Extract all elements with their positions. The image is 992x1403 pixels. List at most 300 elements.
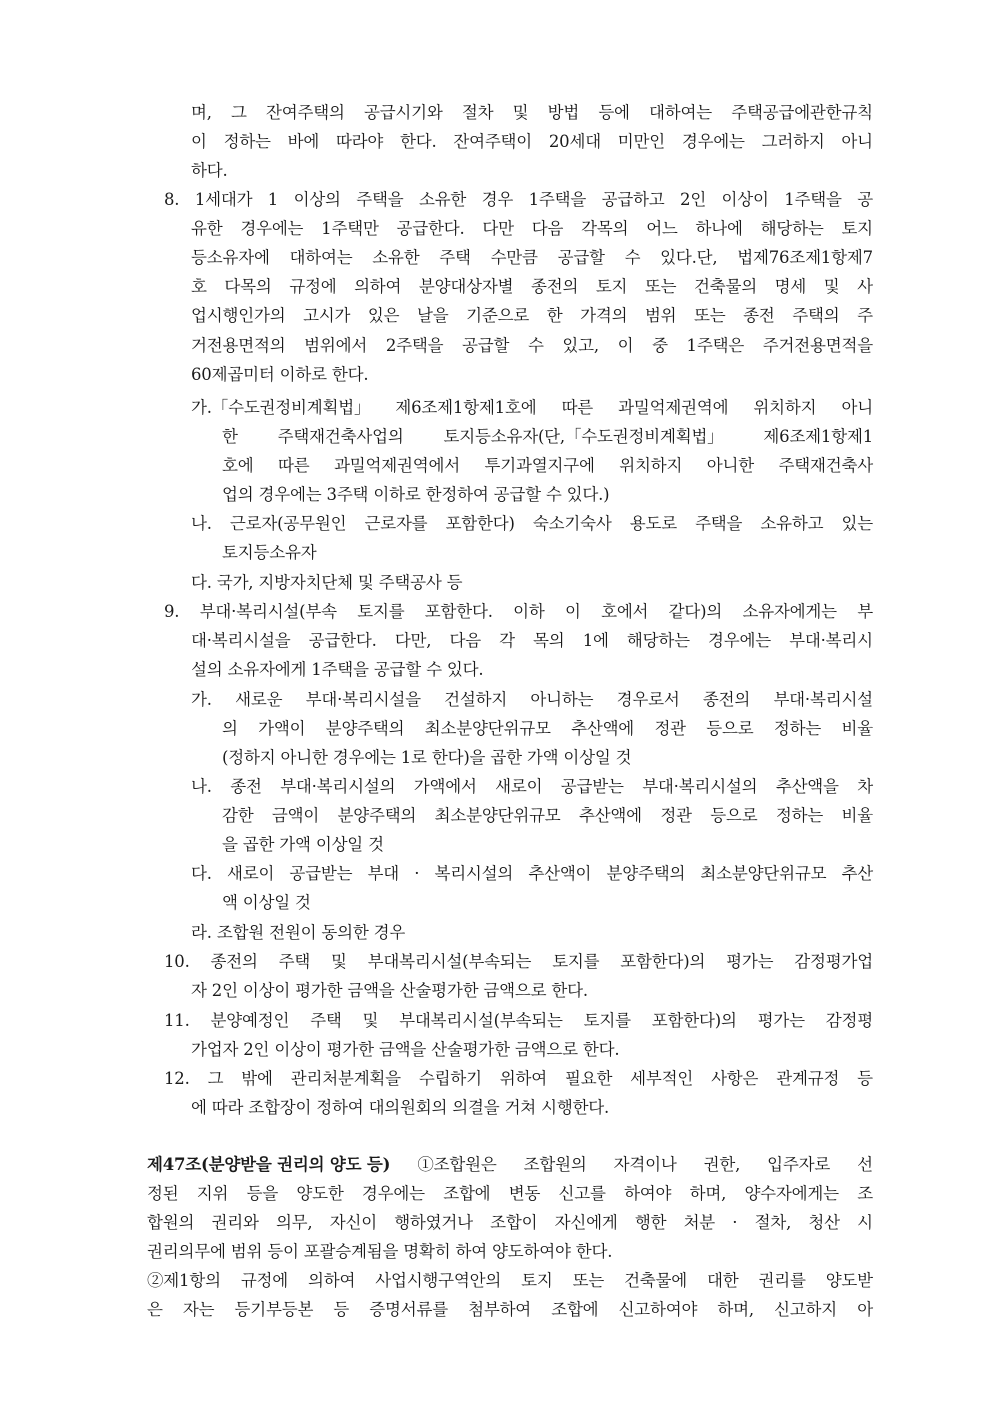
word: 또는 — [644, 277, 677, 296]
word: 1주택을 — [528, 190, 587, 209]
word: 아니 — [841, 398, 873, 417]
word: 고시가 — [303, 306, 351, 325]
word: 추산액을 — [775, 777, 839, 796]
word: 호에서 — [601, 602, 649, 621]
word: 따른 — [278, 456, 310, 475]
word: 행하였거나 — [394, 1213, 473, 1232]
word: 밖에 — [241, 1069, 273, 1088]
word: 조 — [857, 1184, 873, 1203]
word: 자격이나 — [613, 1155, 677, 1174]
text-line — [191, 336, 873, 356]
word: · — [414, 864, 420, 883]
word: 제6조제1항제1호에 — [395, 398, 537, 417]
text-line — [191, 690, 873, 710]
word: 입주자로 — [767, 1155, 831, 1174]
word: 의무, — [275, 1213, 313, 1232]
word: 수 — [624, 248, 641, 267]
word: 목의 — [533, 631, 565, 650]
word: 부대·복리시설(부속 — [199, 602, 337, 621]
word: 해당하는 — [760, 219, 824, 238]
word: 부대복리시설(부속되는 — [367, 952, 532, 971]
word: 의하여 — [354, 277, 402, 296]
word: 한다. — [399, 132, 437, 151]
word: 종전의 — [530, 277, 579, 296]
word: 토지를 — [583, 1011, 631, 1030]
word: 이 — [191, 132, 207, 151]
word: 해당하는 — [626, 631, 690, 650]
text-line — [191, 864, 873, 884]
word: 건축물에 — [624, 1271, 688, 1290]
word: 같다)의 — [668, 602, 723, 621]
word: 경우에는 — [240, 219, 304, 238]
word: 규정에 — [240, 1271, 289, 1290]
word: 가액이 — [258, 719, 306, 738]
word: 경우에는 — [708, 631, 771, 650]
text-line: 라. 조합원 전원이 동의한 경우 — [191, 923, 406, 942]
text-line — [147, 1300, 873, 1320]
word: 권리를 — [758, 1271, 806, 1290]
word: 부대·복리시설의 — [642, 777, 758, 796]
text-line — [191, 248, 873, 268]
word: 1주택은 — [686, 336, 745, 355]
word: 그러하지 — [761, 132, 825, 151]
word: 양도한 — [296, 1184, 344, 1203]
word: ①조합원은 — [417, 1155, 497, 1174]
word: 등으로 — [710, 806, 758, 825]
word: 가.「수도권정비계획법」 — [191, 398, 371, 417]
word: 감정평 — [825, 1011, 873, 1030]
word: 수 — [527, 336, 544, 355]
word: 토지 — [521, 1271, 553, 1290]
word: 법제76조제1항제7 — [737, 248, 873, 267]
word: 포함한다. — [424, 602, 493, 621]
text-line: 60제곱미터 이하로 한다. — [191, 365, 369, 384]
word: 20세대 — [548, 132, 601, 151]
word: 조합이 — [490, 1213, 538, 1232]
word: 종전 — [230, 777, 262, 796]
article-title: 제47조(분양받을 권리의 양도 등) — [147, 1155, 391, 1174]
word: 유한 — [191, 219, 223, 238]
word: 및 — [823, 277, 840, 296]
text-line — [191, 777, 873, 797]
word: 정관 — [660, 806, 692, 825]
word: 공급받는 — [289, 864, 353, 883]
word: 부대·복리시설을 — [305, 690, 421, 709]
word: 주택을 — [356, 190, 404, 209]
word: 바에 — [287, 132, 320, 151]
word: 1주택을 — [784, 190, 842, 209]
word: 잔여주택의 — [266, 103, 345, 122]
word: 며, — [191, 103, 212, 122]
word: 새로이 — [226, 864, 275, 883]
word: 행한 — [634, 1213, 667, 1232]
word: 어느 — [646, 219, 678, 238]
word: 다만 — [482, 219, 514, 238]
word: 정된 — [147, 1184, 179, 1203]
word: 절차 — [461, 103, 494, 122]
word: 거전용면적의 — [191, 336, 286, 355]
text-line: 액 이상일 것 — [222, 893, 311, 912]
word: 한 — [222, 427, 238, 446]
word: 하나에 — [695, 219, 743, 238]
word: 주택을 — [695, 514, 743, 533]
word: 정하는 — [773, 719, 822, 738]
word: 분양주택의 — [606, 864, 686, 883]
word: 종전의 — [210, 952, 258, 971]
word: 경우 — [481, 190, 514, 209]
word: 이 — [564, 602, 581, 621]
word: 방법 — [547, 103, 580, 122]
word: 사 — [857, 277, 873, 296]
word: 다음 — [449, 631, 481, 650]
word: 수만큼 — [490, 248, 538, 267]
text-line — [222, 719, 873, 739]
word: 숙소기숙사 — [532, 514, 612, 533]
word: 경우에는 — [681, 132, 745, 151]
word: 잔여주택이 — [453, 132, 533, 151]
word: 금액이 — [271, 806, 320, 825]
word: 등소유자에 — [191, 248, 270, 267]
text-line: 토지등소유자 — [222, 543, 317, 562]
word: 하며, — [689, 1184, 727, 1203]
word: 용도로 — [629, 514, 677, 533]
word: 기준으로 — [466, 306, 530, 325]
word: 자는 — [182, 1300, 215, 1319]
word: 경우에는 — [361, 1184, 425, 1203]
word: 최소분양단위규모 — [434, 806, 561, 825]
word: 비율 — [841, 806, 873, 825]
word: 추산액에 — [578, 806, 642, 825]
word: 위치하지 — [619, 456, 683, 475]
word: 부대·복리시 — [789, 631, 873, 650]
word: 과밀억제권역에 — [618, 398, 729, 417]
word: 따라야 — [335, 132, 384, 151]
word: 건축물의 — [694, 277, 757, 296]
word: 주택의 — [792, 306, 840, 325]
word: 대·복리시설을 — [191, 631, 291, 650]
word: 합원의 — [147, 1213, 195, 1232]
text-line: 업의 경우에는 3주택 이하로 한정하여 공급할 수 있다.) — [222, 485, 610, 504]
text-line — [164, 1011, 873, 1031]
word: 하여야 — [624, 1184, 672, 1203]
word: 따른 — [561, 398, 594, 417]
word: 대하여는 — [649, 103, 712, 122]
word: 정하는 — [775, 806, 824, 825]
word: 종전 — [743, 306, 775, 325]
word: 공 — [857, 190, 873, 209]
word: 등기부등본 — [234, 1300, 314, 1319]
word: 권리와 — [211, 1213, 259, 1232]
text-line — [191, 132, 873, 152]
word: 부대복리시설(부속되는 — [399, 1011, 563, 1030]
word: 감한 — [222, 806, 254, 825]
word: 의하여 — [308, 1271, 356, 1290]
word: 부대 — [367, 864, 400, 883]
text-line — [164, 190, 873, 210]
word: 있다.단, — [660, 248, 718, 267]
word: 나. — [191, 514, 212, 533]
word: 포함한다) — [445, 514, 515, 533]
word: 가액에서 — [413, 777, 477, 796]
word: 필요한 — [564, 1069, 613, 1088]
word: 평가는 — [726, 952, 774, 971]
text-line — [222, 427, 873, 447]
word: 주택재건축사업의 — [277, 427, 404, 446]
word: 건설하지 — [444, 690, 508, 709]
word: 날을 — [417, 306, 449, 325]
text-line: 설의 소유자에게 1주택을 공급할 수 있다. — [191, 660, 484, 679]
word: 아니하는 — [530, 690, 594, 709]
word: ②제1항의 — [147, 1271, 221, 1290]
word: 다만, — [394, 631, 432, 650]
word: 주택 — [278, 952, 311, 971]
word: 과밀억제권역에서 — [334, 456, 460, 475]
word: 새로운 — [235, 690, 283, 709]
word: 1 — [267, 190, 279, 209]
word: 변동 — [508, 1184, 541, 1203]
word: 신고하지 — [774, 1300, 838, 1319]
text-line: (정하지 아니한 경우에는 1로 한다)을 곱한 가액 이상일 것 — [222, 748, 632, 767]
word: 및 — [512, 103, 529, 122]
text-line — [222, 806, 873, 826]
word: 포함한다)의 — [651, 1011, 737, 1030]
word: 차 — [857, 777, 873, 796]
word: 2주택을 — [385, 336, 444, 355]
word: 공급할 — [557, 248, 605, 267]
text-line — [222, 456, 873, 476]
word: 9. — [164, 602, 180, 621]
word: 조합원의 — [523, 1155, 587, 1174]
word: 토지 — [595, 277, 628, 296]
text-line — [191, 219, 873, 239]
text-line — [147, 1271, 873, 1291]
word: 분양예정인 — [210, 1011, 290, 1030]
text-line — [191, 306, 873, 326]
word: 가. — [191, 690, 212, 709]
word: 토지 — [841, 219, 873, 238]
word: 소유자에게는 — [742, 602, 837, 621]
word: 평가는 — [757, 1011, 805, 1030]
text-line: 하다. — [191, 161, 228, 180]
word: 추산액에 — [571, 719, 635, 738]
word: 범위 — [644, 306, 677, 325]
word: 하며, — [717, 1300, 754, 1319]
word: 증명서류를 — [369, 1300, 448, 1319]
word: 아 — [857, 1300, 873, 1319]
word: 부대·복리시설의 — [280, 777, 396, 796]
word: 주택공급에관한규칙 — [731, 103, 873, 122]
word: 자신이 — [329, 1213, 377, 1232]
text-line — [191, 514, 873, 534]
word: 다. — [191, 864, 212, 883]
word: 추산액이 — [528, 864, 592, 883]
word: 정관 — [654, 719, 686, 738]
word: 이상이 — [721, 190, 769, 209]
text-line — [147, 1213, 873, 1233]
text-line: 가업자 2인 이상이 평가한 금액을 산술평가한 금액으로 한다. — [191, 1040, 620, 1059]
word: 제6조제1항제1 — [763, 427, 873, 446]
text-line: 권리의무에 범위 등이 포괄승계됨을 명확히 하여 양도하여야 한다. — [147, 1242, 613, 1261]
text-line — [164, 1069, 873, 1089]
word: 규정에 — [289, 277, 337, 296]
word: 1에 — [582, 631, 609, 650]
word: 관리처분계획을 — [290, 1069, 401, 1088]
text-line — [147, 1184, 873, 1204]
word: 지위 — [196, 1184, 229, 1203]
word: 소유하고 — [760, 514, 824, 533]
word: 처분 — [683, 1213, 716, 1232]
word: 공급한다. — [396, 219, 465, 238]
word: 분양대상자별 — [418, 277, 514, 296]
word: 세부적인 — [630, 1069, 694, 1088]
word: 토지등소유자(단,「수도권정비계획법」 — [443, 427, 724, 446]
word: 토지를 — [357, 602, 405, 621]
word: 분양주택의 — [325, 719, 405, 738]
word: 감정평가업 — [794, 952, 873, 971]
text-line — [164, 602, 873, 622]
word: 최소분양단위규모 — [700, 864, 827, 883]
word: 신고하여야 — [618, 1300, 698, 1319]
text-line — [191, 103, 873, 123]
word: 시 — [857, 1213, 873, 1232]
word: 복리시설의 — [434, 864, 514, 883]
word: 소유한 — [418, 190, 467, 209]
word: 가격의 — [580, 306, 628, 325]
word: 토지를 — [552, 952, 600, 971]
word: 주택재건축사 — [778, 456, 873, 475]
word: 주거전용면적을 — [762, 336, 873, 355]
word: 주택 — [310, 1011, 342, 1030]
word: 사업시행구역안의 — [375, 1271, 502, 1290]
word: 분양주택의 — [337, 806, 417, 825]
word: 등 — [857, 1069, 873, 1088]
word: 부대·복리시설 — [773, 690, 873, 709]
word: 공급받는 — [560, 777, 624, 796]
word: 아니한 — [706, 456, 754, 475]
word: 주 — [857, 306, 873, 325]
word: 또는 — [694, 306, 726, 325]
word: 위치하지 — [753, 398, 817, 417]
word: 호에 — [222, 456, 254, 475]
word: 아니 — [841, 132, 873, 151]
text-line — [164, 952, 873, 972]
word: 포함한다)의 — [620, 952, 706, 971]
word: 2인 — [680, 190, 707, 209]
word: 이 — [617, 336, 634, 355]
word: 1세대가 — [194, 190, 253, 209]
word: 이상의 — [293, 190, 341, 209]
word: 각 — [499, 631, 515, 650]
word: 선 — [857, 1155, 873, 1174]
word: 또는 — [572, 1271, 605, 1290]
text-line: 을 곱한 가액 이상일 것 — [222, 835, 384, 854]
word: 권한, — [703, 1155, 741, 1174]
text-line: 자 2인 이상이 평가한 금액을 산술평가한 금액으로 한다. — [191, 981, 588, 1000]
word: 있는 — [841, 514, 873, 533]
word: 최소분양단위규모 — [424, 719, 551, 738]
word: 경우로서 — [616, 690, 680, 709]
word: 등 — [333, 1300, 350, 1319]
word: 공급하고 — [601, 190, 665, 209]
word: 양도받 — [825, 1271, 873, 1290]
word: 은 — [147, 1300, 163, 1319]
word: 1주택만 — [321, 219, 379, 238]
word: 다음 — [531, 219, 564, 238]
word: 조합에 — [443, 1184, 491, 1203]
word: 주택 — [439, 248, 471, 267]
word: 8. — [164, 190, 180, 209]
word: 호 — [191, 277, 207, 296]
word: 한 — [546, 306, 563, 325]
word: 이하 — [513, 602, 545, 621]
word: 부 — [857, 602, 873, 621]
word: 근로자를 — [364, 514, 428, 533]
article-47-first-line — [147, 1155, 873, 1175]
word: 범위에서 — [304, 336, 368, 355]
word: 근로자(공무원인 — [229, 514, 347, 533]
word: 정하는 — [223, 132, 271, 151]
word: 등을 — [246, 1184, 279, 1203]
word: 10. — [164, 952, 190, 971]
word: 있은 — [367, 306, 400, 325]
word: 등에 — [598, 103, 630, 122]
word: 등으로 — [706, 719, 754, 738]
word: 수립하기 — [418, 1069, 482, 1088]
word: 중 — [652, 336, 668, 355]
word: 명세 — [774, 277, 807, 296]
word: 대한 — [707, 1271, 739, 1290]
word: 업시행인가의 — [191, 306, 286, 325]
word: 공급할 — [462, 336, 510, 355]
text-line — [191, 398, 873, 418]
word: 있고, — [562, 336, 599, 355]
text-line: 다. 국가, 지방자치단체 및 주택공사 등 — [191, 573, 463, 592]
word: 다목의 — [224, 277, 272, 296]
word: 대하여는 — [289, 248, 353, 267]
word: 소유한 — [372, 248, 420, 267]
word: 사항은 — [711, 1069, 759, 1088]
word: 위하여 — [499, 1069, 548, 1088]
word: 및 — [362, 1011, 379, 1030]
word: 절차, — [754, 1213, 792, 1232]
word: 자신에게 — [554, 1213, 618, 1232]
word: 나. — [191, 777, 212, 796]
word: 비율 — [841, 719, 873, 738]
word: 양수자에게는 — [744, 1184, 839, 1203]
word: 11. — [164, 1011, 190, 1030]
word: 의 — [222, 719, 238, 738]
word: 추산 — [841, 864, 873, 883]
word: 첨부하여 — [468, 1300, 532, 1319]
word: 신고를 — [558, 1184, 606, 1203]
word: 관계규정 — [776, 1069, 840, 1088]
word: 및 — [331, 952, 347, 971]
word: 각목의 — [581, 219, 629, 238]
word: 새로이 — [495, 777, 543, 796]
word: 조합에 — [551, 1300, 599, 1319]
word: 그 — [207, 1069, 224, 1088]
word: 공급한다. — [308, 631, 377, 650]
word: 공급시기와 — [363, 103, 443, 122]
word: 그 — [231, 103, 247, 122]
text-line — [191, 277, 873, 297]
word: 미만인 — [617, 132, 665, 151]
word: 청산 — [808, 1213, 840, 1232]
text-line — [191, 631, 873, 651]
text-line: 에 따라 조합장이 정하여 대의원회의 의결을 거쳐 시행한다. — [191, 1098, 610, 1117]
word: 투기과열지구에 — [484, 456, 595, 475]
word: 12. — [164, 1069, 190, 1088]
